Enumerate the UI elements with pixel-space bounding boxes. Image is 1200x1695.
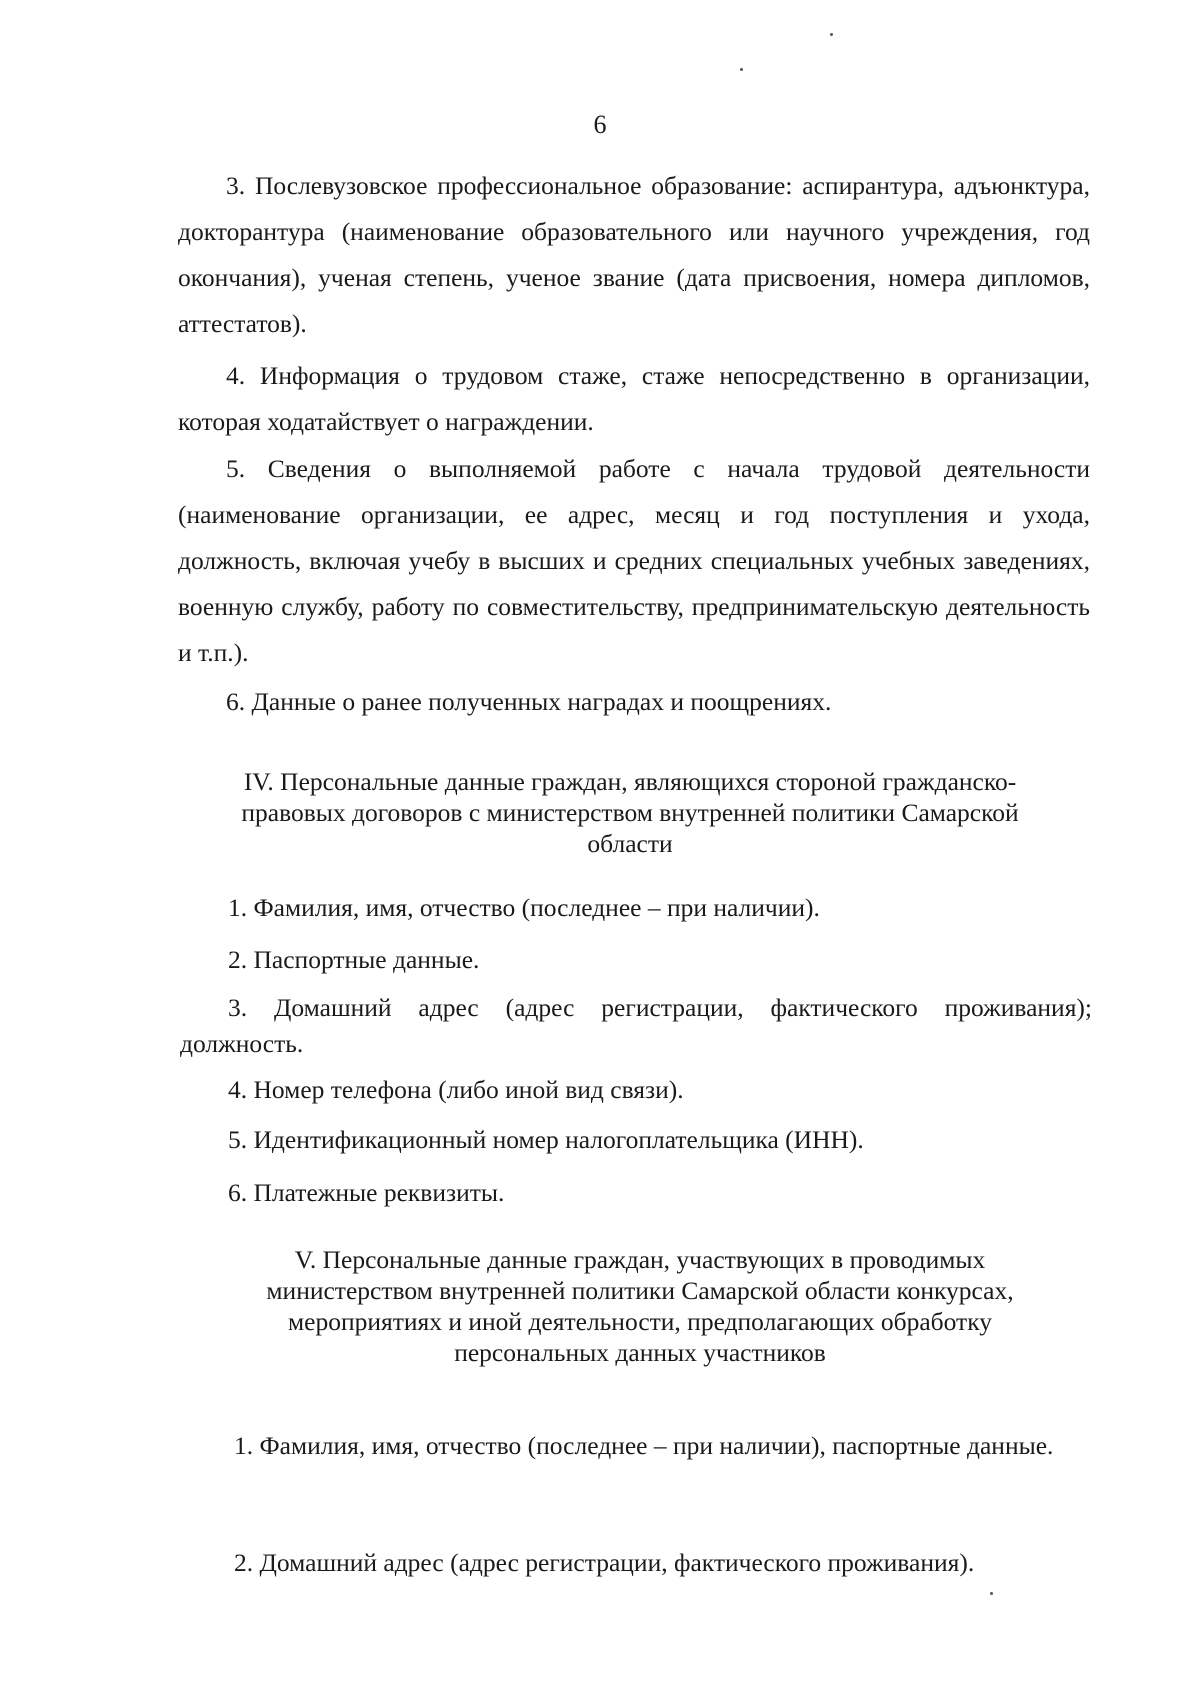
section-iv-item-1: 1. Фамилия, имя, отчество (последнее – при наличии). — [228, 893, 820, 922]
page-number: 6 — [593, 110, 607, 139]
section-v-heading: V. Персональные данные граждан, участвующих в проводимых министерством внутренней политики Самарской области конкурсах, мероприятиях и иной деятельности, предполагающих обработку персональных данных участников — [266, 1245, 1014, 1367]
scan-speck — [740, 68, 743, 71]
section-iv-item-2: 2. Паспортные данные. — [228, 945, 480, 974]
section-iv-item-4: 4. Номер телефона (либо иной вид связи). — [228, 1075, 684, 1104]
list-item-3-postgraduate-education: 3. Послевузовское профессиональное образование: аспирантура, адъюнктура, докторантура (наименование образовательного или научного учреждения, год окончания), ученая степень, ученое звание (дата присвоения, номера дипломов, аттестатов). — [178, 171, 1090, 338]
scan-speck — [990, 1592, 993, 1595]
section-iv-item-3: 3. Домашний адрес (адрес регистрации, фактического проживания); должность. — [180, 993, 1092, 1058]
section-iv-item-6: 6. Платежные реквизиты. — [228, 1178, 505, 1207]
list-item-6-previous-awards: 6. Данные о ранее полученных наградах и поощрениях. — [226, 687, 832, 716]
list-item-5-work-history: 5. Сведения о выполняемой работе с начала трудовой деятельности (наименование организации, ее адрес, месяц и год поступления и ухода, должность, включая учебу в высших и средних специальных учебных заведениях, военную службу, работу по совместительству, предпринимательскую деятельность и т.п.). — [178, 454, 1090, 667]
section-iv-heading: IV. Персональные данные граждан, являющихся стороной гражданско-правовых договоров с министерством внутренней политики Самарской области — [241, 767, 1019, 858]
section-v-item-1: 1. Фамилия, имя, отчество (последнее – при наличии), паспортные данные. — [234, 1431, 1054, 1460]
section-v-item-2: 2. Домашний адрес (адрес регистрации, фактического проживания). — [234, 1548, 975, 1577]
section-iv-item-5: 5. Идентификационный номер налогоплательщика (ИНН). — [228, 1125, 864, 1154]
list-item-4-work-experience: 4. Информация о трудовом стаже, стаже непосредственно в организации, которая ходатайствует о награждении. — [178, 361, 1090, 436]
scan-speck — [830, 33, 833, 36]
